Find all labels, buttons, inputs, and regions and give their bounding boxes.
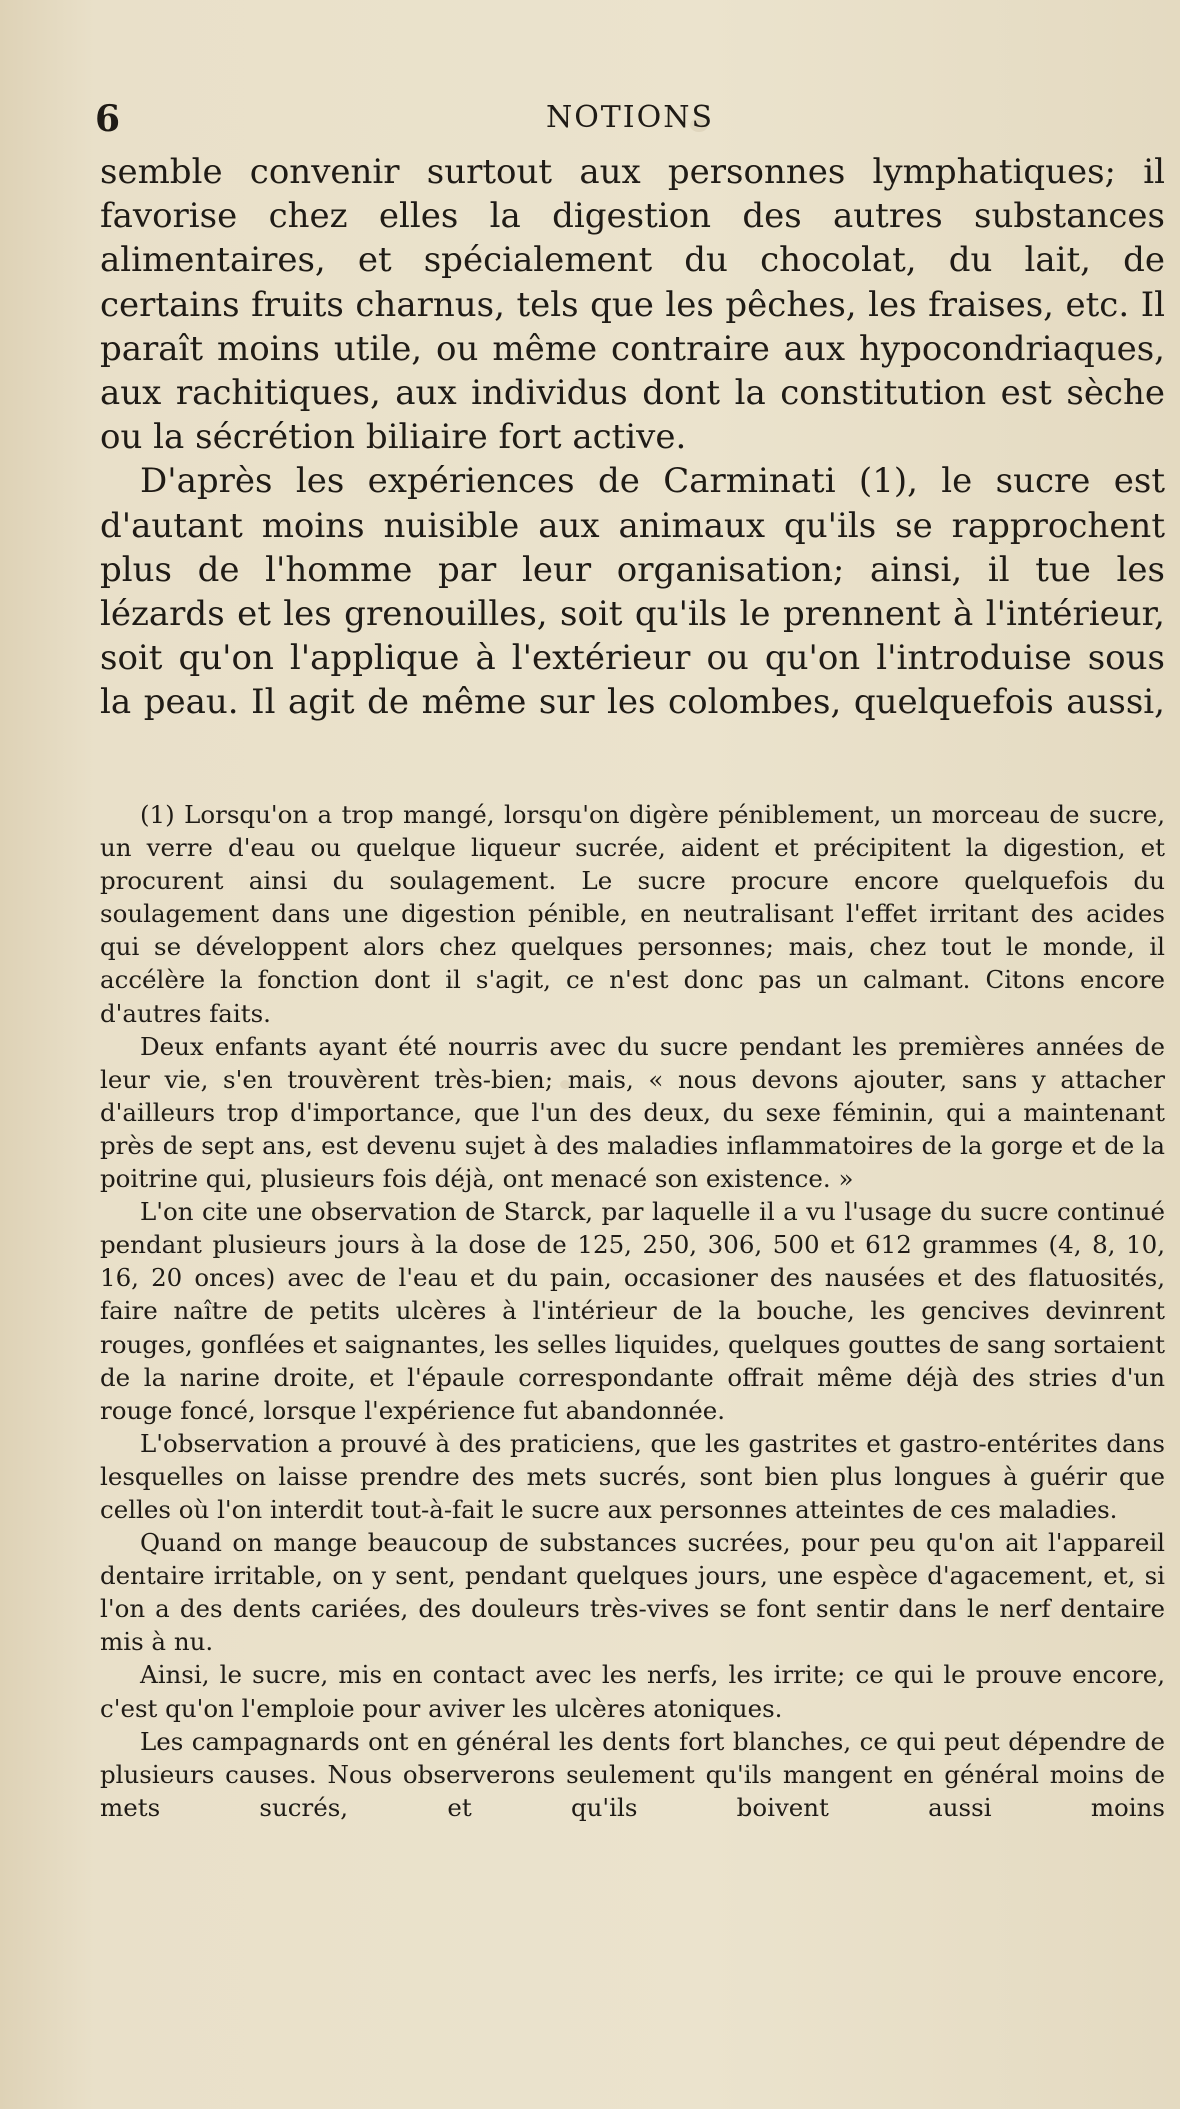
footnote-paragraph: L'on cite une observation de Starck, par laquelle il a vu l'usage du sucre continué pendant plusieurs jours à la dose de 125, 250, 306, 500 et 612 grammes (4, 8, 10, 16, 20 onces) avec de l'eau et du pain, occasioner des nausées et des flatuosités, faire naître de petits ulcères à l'intérieur de la bouche, les gencives devinrent rouges, gonflées et saignantes, les selles liquides, quelques gouttes de sang sortaient de la narine droite, et l'épaule correspondante offrait même déjà des stries d'un rouge foncé, lorsque l'expérience fut abandonnée. — [100, 1197, 1165, 1425]
footnote-paragraph: L'observation a prouvé à des praticiens, que les gastrites et gastro-entérites dans lesquelles on laisse prendre des mets sucrés, sont bien plus longues à guérir que celles où l'on interdit tout-à-fait le sucre aux personnes atteintes de ces maladies. — [100, 1428, 1165, 1524]
footnote-paragraph: Quand on mange beaucoup de substances sucrées, pour peu qu'on ait l'appareil dentaire irritable, on y sent, pendant quelques jours, une espèce d'agacement, et, si l'on a des dents cariées, des douleurs très-vives se font sentir dans le nerf dentaire mis à nu. — [100, 1528, 1165, 1657]
main-text — [100, 150, 1165, 725]
footnote-paragraph: (1) Lorsqu'on a trop mangé, lorsqu'on digère péniblement, un morceau de sucre, un verre d'eau ou quelque liqueur sucrée, aident et précipitent la digestion, et procurent ainsi du soulagement. Le sucre procure encore quelquefois du soulagement dans une digestion pénible, en neutralisant l'effet irritant des acides qui se développent alors chez quelques personnes; mais, chez tout le monde, il accélère la fonction dont il s'agit, ce n'est donc pas un calmant. Citons encore d'autres faits. — [100, 800, 1165, 1028]
main-paragraph: D'après les expériences de Carminati (1), le sucre est d'autant moins nuisible aux animaux qu'ils se rapprochent plus de l'homme par leur organisation; ainsi, il tue les lézards et les grenouilles, soit qu'ils le prennent à l'intérieur, soit qu'on l'applique à l'extérieur ou qu'on l'introduise sous la peau. Il agit de même sur les colombes, quelquefois aussi, — [100, 461, 1165, 723]
main-paragraph: semble convenir surtout aux personnes lymphatiques; il favorise chez elles la digestion des autres substances alimentaires, et spécialement du chocolat, du lait, de certains fruits charnus, tels que les pêches, les fraises, etc. Il paraît moins utile, ou même contraire aux hypocondriaques, aux rachitiques, aux individus dont la constitution est sèche ou la sécrétion biliaire fort active. — [100, 152, 1165, 458]
running-head: NOTIONS — [545, 100, 715, 135]
footnotes — [100, 798, 1165, 1824]
footnote-paragraph: Deux enfants ayant été nourris avec du sucre pendant les premières années de leur vie, s'en trouvèrent très-bien; mais, « nous devons ajouter, sans y attacher d'ailleurs trop d'importance, que l'un des deux, du sexe féminin, qui a maintenant près de sept ans, est devenu sujet à des maladies inflammatoires de la gorge et de la poitrine qui, plusieurs fois déjà, ont menacé son existence. » — [100, 1031, 1165, 1194]
page-header — [95, 98, 1165, 142]
footnote-paragraph: Ainsi, le sucre, mis en contact avec les nerfs, les irrite; ce qui le prouve encore, c'est qu'on l'emploie pour aviver les ulcères atoniques. — [100, 1660, 1165, 1723]
page-number: 6 — [95, 98, 121, 140]
footnote-paragraph: Les campagnards ont en général les dents fort blanches, ce qui peut dépendre de plusieurs causes. Nous observerons seulement qu'ils mangent en général moins de mets sucrés, et qu'ils boivent aussi moins — [100, 1726, 1165, 1822]
